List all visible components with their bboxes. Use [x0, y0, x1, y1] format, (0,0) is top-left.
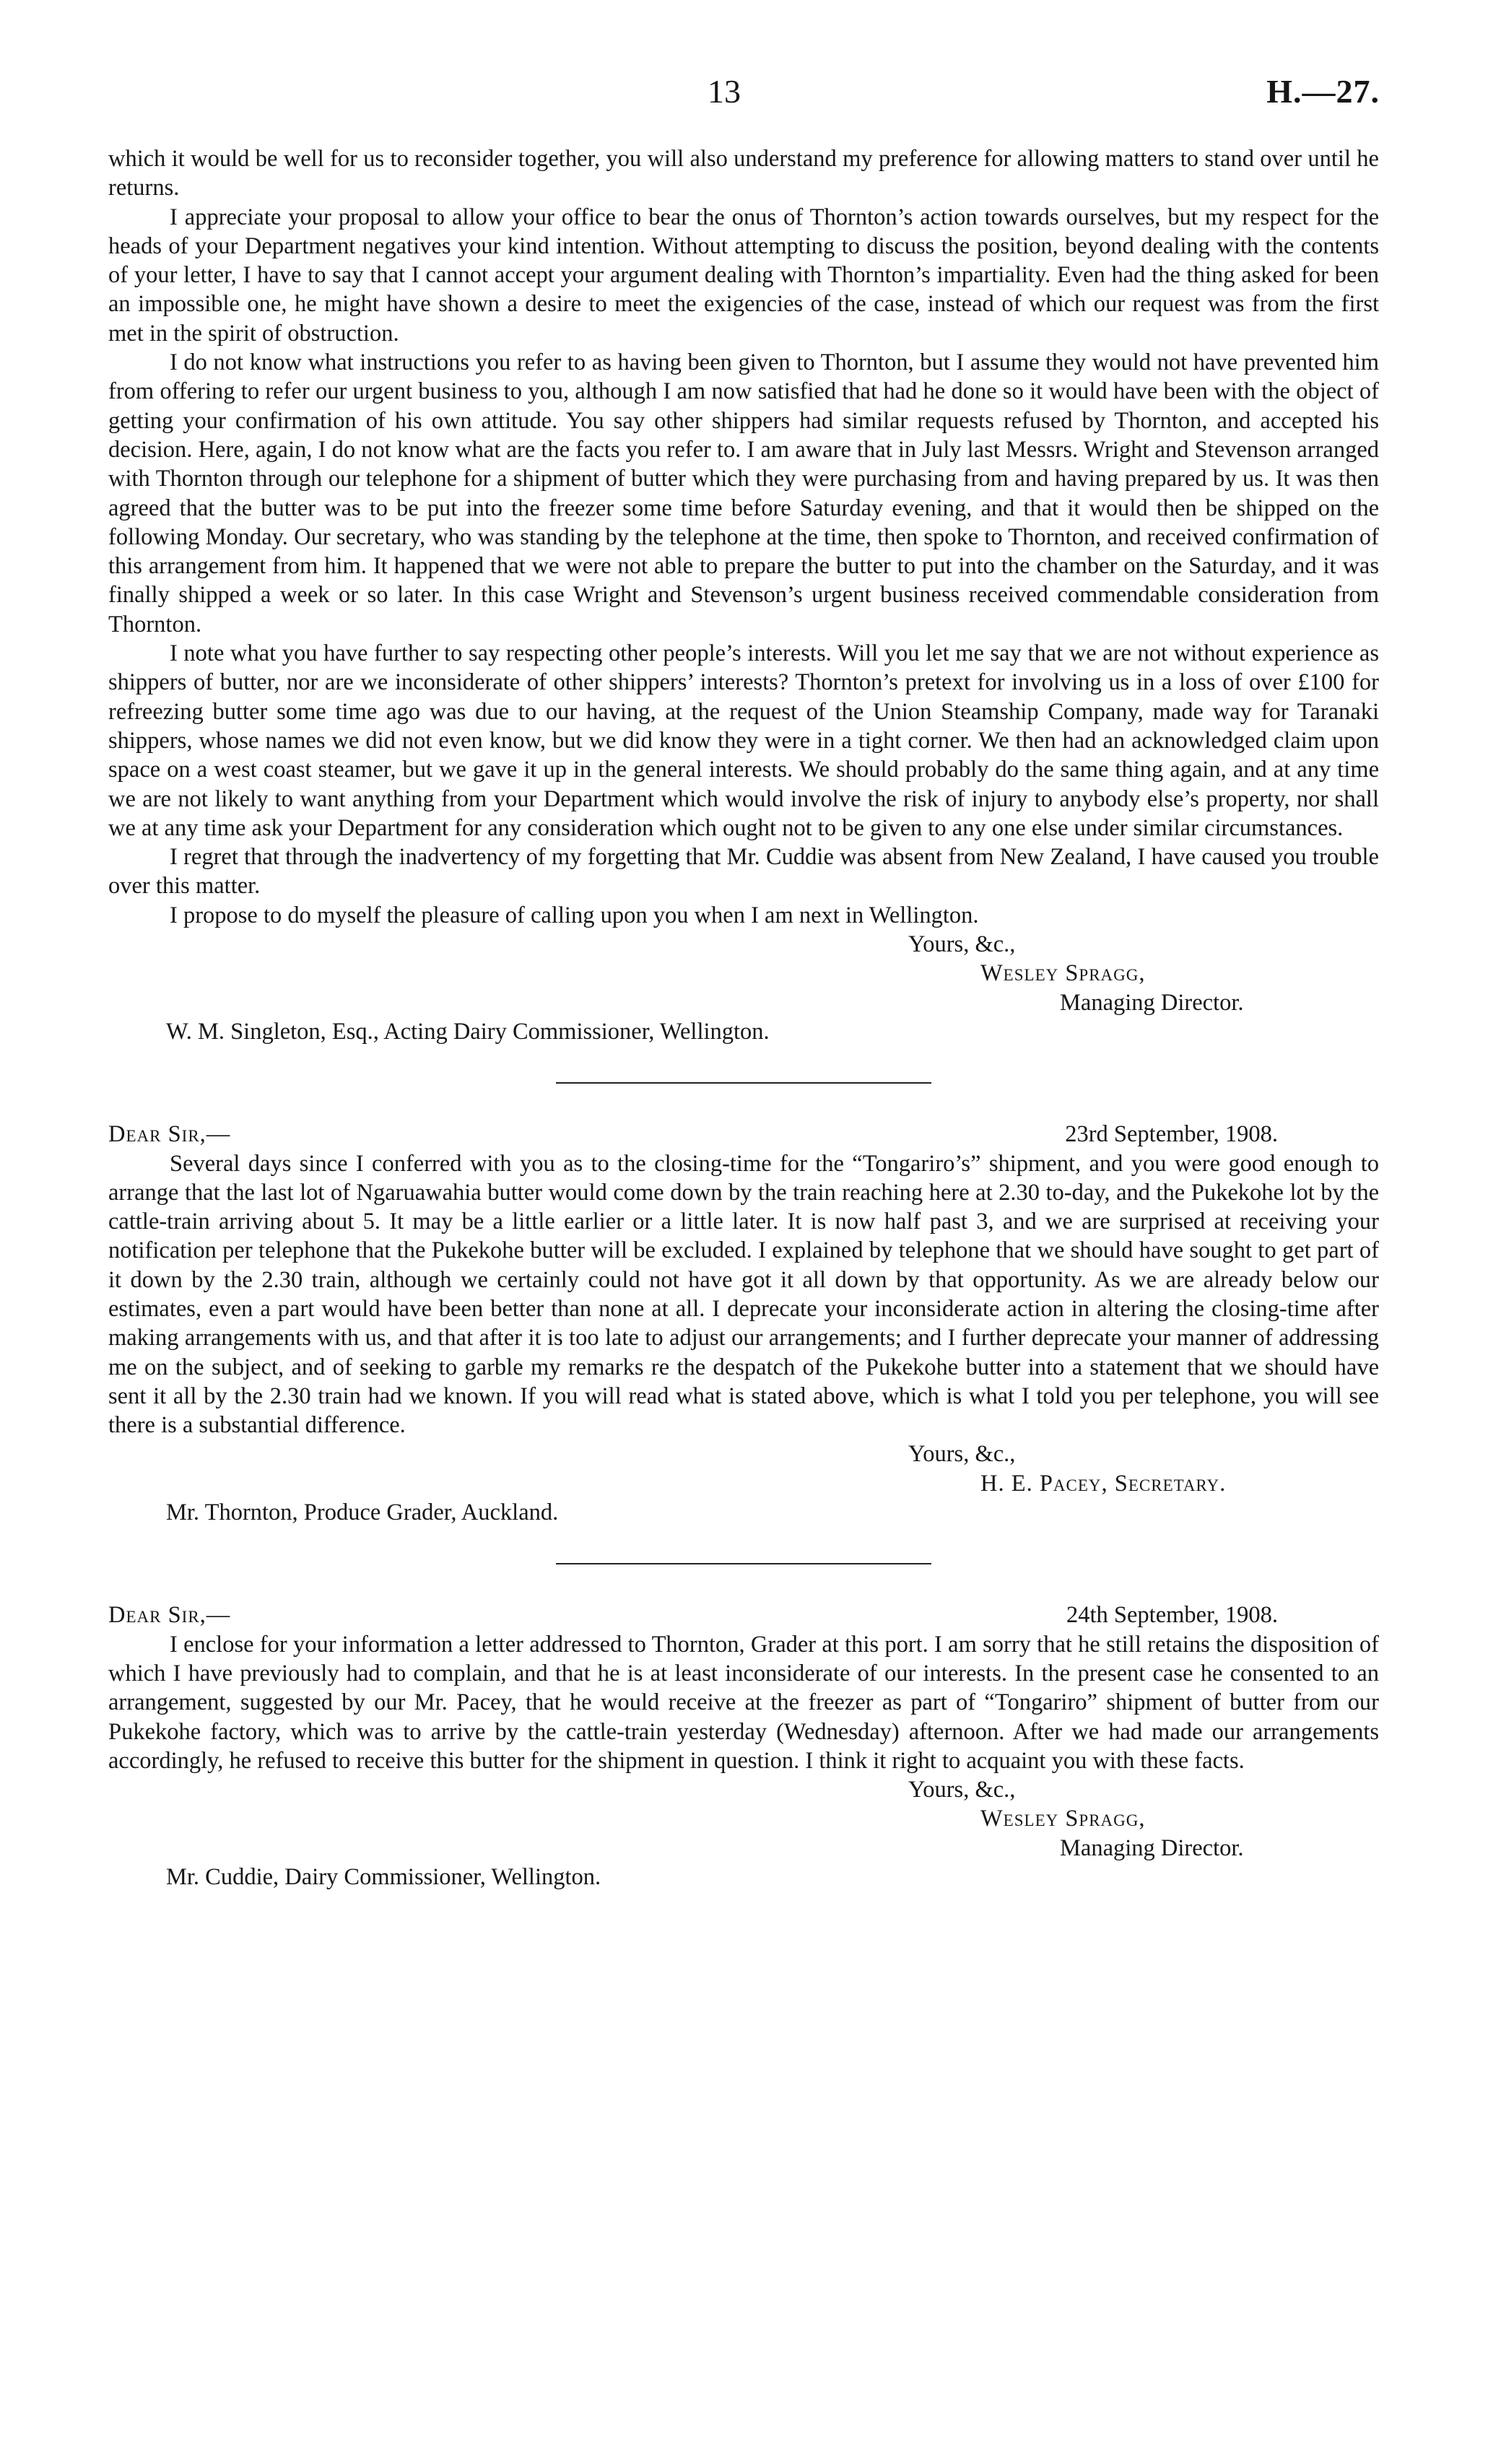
page-number: 13 — [708, 73, 741, 110]
letter1-paragraph-3: I do not know what instructions you refer to as having been given to Thornton, but I assume they would not have prevented him from offering to refer our urgent business to you, although I am now satisfied that had he done so it would have been with the object of getting your confirmation of his own attitude. You say other shippers had similar requests refused by Thornton, and accepted his decision. Here, again, I do not know what are the facts you refer to. I am aware that in July last Messrs. Wright and Stevenson arranged with Thornton through our telephone for a shipment of butter which they were purchasing from and having prepared by us. It was then agreed that the butter was to be put into the freezer some time before Saturday evening, and that it would then be shipped on the following Monday. Our secretary, who was standing by the telephone at the time, then spoke to Thornton, and received confirmation of this arrangement from him. It happened that we were not able to prepare the butter to put into the chamber on the Saturday, and it was finally shipped a week or so later. In this case Wright and Stevenson’s urgent business received commendable consideration from Thornton. — [108, 349, 1379, 637]
letter3-signatory-title: Managing Director. — [1060, 1834, 1244, 1861]
letter-spragg-to-cuddie — [108, 1601, 1379, 1891]
letter3-paragraph-1: I enclose for your information a letter addressed to Thornton, Grader at this port. I am sorry that he still retains the disposition of which I have previously had to complain, and that he is at least inconsiderate of our interests. In the present case he consented to an arrangement, suggested by our Mr. Pacey, that he would receive at the freezer as part of “Tongariro” shipment of butter from our Pukekohe factory, which was to arrive by the cattle-train yesterday (Wednesday) afternoon. After we had made our arrangements accordingly, he refused to receive this butter for the shipment in question. I think it right to acquaint you with these facts. — [108, 1631, 1379, 1774]
letter-pacey-to-thornton — [108, 1120, 1379, 1527]
letter1-paragraph-2: I appreciate your proposal to allow your office to bear the onus of Thornton’s action towards ourselves, but my respect for the heads of your Department negatives your kind intention. Without attempting to discuss the position, beyond dealing with the contents of your letter, I have to say that I cannot accept your argument dealing with Thornton’s impartiality. Even had the thing asked for been an impossible one, he might have shown a desire to meet the exigencies of the case, instead of which our request was from the first met in the spirit of obstruction. — [108, 204, 1379, 347]
page-content — [108, 144, 1379, 1891]
letter2-signatory: H. E. Pacey, Secretary. — [980, 1470, 1227, 1497]
letter2-addressee: Mr. Thornton, Produce Grader, Auckland. — [166, 1499, 559, 1526]
letter3-closing: Yours, &c., — [908, 1777, 1016, 1803]
letter1-signatory: Wesley Spragg, — [980, 960, 1146, 987]
section-divider — [556, 1082, 931, 1084]
letter3-salutation: Dear Sir,— — [108, 1602, 231, 1629]
letter3-date: 24th September, 1908. — [1066, 1602, 1278, 1629]
letter1-paragraph-5: I regret that through the inadvertency of my forgetting that Mr. Cuddie was absent from New Zealand, I have caused you trouble over this matter. — [108, 844, 1379, 900]
letter1-closing: Yours, &c., — [908, 931, 1016, 958]
letter2-date: 23rd September, 1908. — [1065, 1121, 1278, 1148]
letter1-addressee: W. M. Singleton, Esq., Acting Dairy Commissioner, Wellington. — [166, 1018, 770, 1045]
letter1-paragraph-6: I propose to do myself the pleasure of calling upon you when I am next in Wellington. — [170, 902, 979, 928]
letter3-addressee: Mr. Cuddie, Dairy Commissioner, Wellington. — [166, 1864, 601, 1891]
letter2-paragraph-1: Several days since I conferred with you as to the closing-time for the “Tongariro’s” shipment, and you were good enough to arrange that the last lot of Ngaruawahia butter would come down by the train reaching here at 2.30 to-day, and the Pukekohe lot by the cattle-train arriving about 5. It may be a little earlier or a little later. It is now half past 3, and we are surprised at receiving your notification per telephone that the Pukekohe butter will be excluded. I explained by telephone that we should have sought to get part of it down by the 2.30 train, although we certainly could not have got it all down by that opportunity. As we are already below our estimates, even a part would have been better than none at all. I deprecate your inconsiderate action in altering the closing-time after making arrangements with us, and that after it is too late to adjust our arrangements; and I further deprecate your manner of addressing me on the subject, and of seeking to garble my remarks re the despatch of the Pukekohe butter into a statement that we should have sent it all by the 2.30 train had we known. If you will read what is stated above, which is what I told you per telephone, you will see there is a substantial difference. — [108, 1150, 1379, 1439]
letter-spragg-to-singleton — [108, 144, 1379, 1046]
letter1-signatory-title: Managing Director. — [1060, 989, 1244, 1016]
section-divider — [556, 1563, 931, 1564]
letter3-signatory: Wesley Spragg, — [980, 1806, 1146, 1832]
letter2-heading — [108, 1120, 1379, 1149]
document-reference: H.—27. — [1266, 73, 1380, 110]
page-header — [0, 72, 1501, 116]
letter3-heading — [108, 1601, 1379, 1629]
letter1-paragraph-1: which it would be well for us to reconsider together, you will also understand my preference for allowing matters to stand over until he returns. — [108, 146, 1379, 201]
letter2-closing: Yours, &c., — [908, 1441, 1016, 1468]
letter1-paragraph-4: I note what you have further to say respecting other people’s interests. Will you let me say that we are not without experience as shippers of butter, nor are we inconsiderate of other shippers’ interests? Thornton’s pretext for involving us in a loss of over £100 for refreezing butter some time ago was due to our having, at the request of the Union Steamship Company, made way for Taranaki shippers, whose names we did not even know, but we did know they were in a tight corner. We then had an acknowledged claim upon space on a west coast steamer, but we gave it up in the general interests. We should probably do the same thing again, and at any time we are not likely to want anything from your Department which would involve the risk of injury to anybody else’s property, nor shall we at any time ask your Department for any consideration which ought not to be given to any one else under similar circumstances. — [108, 640, 1379, 841]
letter2-salutation: Dear Sir,— — [108, 1121, 231, 1148]
